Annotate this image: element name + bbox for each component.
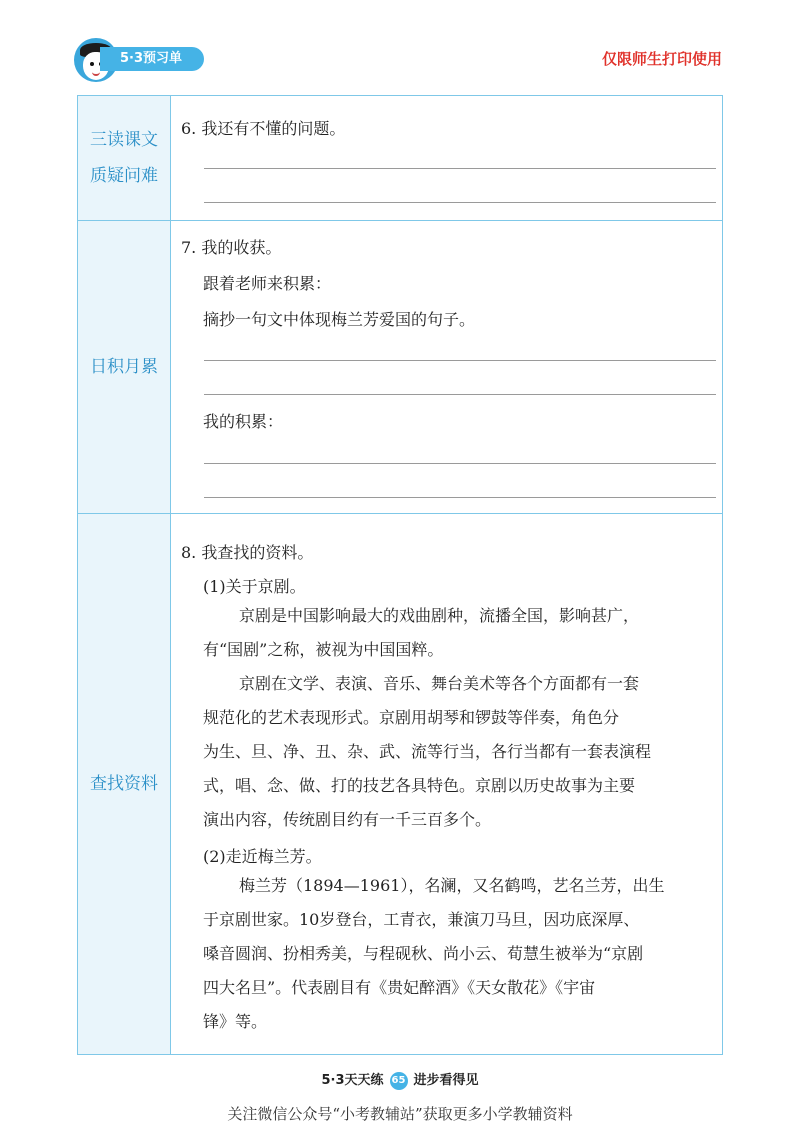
print-restriction-notice: 仅限师生打印使用: [601, 50, 722, 68]
section-content: [171, 514, 722, 1054]
series-name: 5·3天天练: [321, 1073, 384, 1088]
paragraph-line: 于京剧世家。10岁登台，工青衣，兼演刀马旦，因功底深厚、: [203, 910, 640, 929]
section-row-accumulate: [78, 221, 722, 514]
watermark-text: 关注微信公众号“小考教辅站”获取更多小学教辅资料: [227, 1105, 573, 1123]
section-label-line: 查找资料: [90, 774, 158, 794]
brand-label: 5·3预习单: [100, 47, 204, 71]
question-8: 8. 我查找的资料。: [181, 543, 314, 562]
section-label: [78, 96, 171, 220]
page-header: [0, 0, 800, 95]
paragraph-peking-opera-detail: [203, 667, 651, 837]
paragraph-line: 式，唱、念、做、打的技艺各具特色。京剧以历史故事为主要: [203, 776, 636, 795]
answer-line[interactable]: [204, 394, 716, 395]
paragraph-peking-opera-intro: [203, 599, 639, 667]
question-6: 6. 我还有不懂的问题。: [181, 119, 346, 138]
section-label-line: 日积月累: [90, 357, 158, 377]
paragraph-line: 规范化的艺术表现形式。京剧用胡琴和锣鼓等伴奏，角色分: [203, 708, 620, 727]
paragraph-line: 四大名旦”。代表剧目有《贵妃醉酒》《天女散花》《宇宙: [203, 978, 596, 997]
section-label: [78, 221, 171, 513]
answer-line[interactable]: [204, 168, 716, 169]
answer-line[interactable]: [204, 463, 716, 464]
page-footer: [0, 1069, 800, 1090]
answer-line[interactable]: [204, 497, 716, 498]
worksheet-table: [77, 95, 723, 1055]
answer-line[interactable]: [204, 202, 716, 203]
paragraph-line: 为生、旦、净、丑、杂、武、流等行当，各行当都有一套表演程: [203, 742, 652, 761]
section-row-questions: [78, 96, 722, 221]
page-number: 65: [390, 1072, 408, 1090]
prompt-follow-teacher: 跟着老师来积累：: [203, 274, 332, 293]
paragraph-line: 锋》等。: [203, 1012, 268, 1031]
section-label: [78, 514, 171, 1054]
answer-line[interactable]: [204, 360, 716, 361]
paragraph-mei-lanfang: [203, 869, 664, 1039]
section-content: [171, 221, 722, 513]
series-slogan: 进步看得见: [413, 1073, 479, 1088]
paragraph-line: 有“国剧”之称，被视为中国国粹。: [203, 640, 444, 659]
paragraph-line: 演出内容，传统剧目约有一千三百多个。: [203, 810, 492, 829]
paragraph-line: 京剧是中国影响最大的戏曲剧种，流播全国，影响甚广，: [239, 606, 640, 625]
paragraph-line: 京剧在文学、表演、音乐、舞台美术等各个方面都有一套: [239, 674, 640, 693]
prompt-my-accumulation: 我的积累：: [203, 412, 284, 431]
subsection-title-mei-lanfang: (2)走近梅兰芳。: [203, 847, 322, 866]
question-7: 7. 我的收获。: [181, 238, 282, 257]
section-label-line: 三读课文: [90, 130, 158, 150]
section-row-research: [78, 514, 722, 1054]
subsection-title-peking-opera: (1)关于京剧。: [203, 577, 306, 596]
paragraph-line: 嗓音圆润、扮相秀美，与程砚秋、尚小云、荀慧生被举为“京剧: [203, 944, 644, 963]
paragraph-line: 梅兰芳（1894—1961），名澜，又名鹤鸣，艺名兰芳，出生: [239, 876, 665, 895]
prompt-excerpt-sentence: 摘抄一句文中体现梅兰芳爱国的句子。: [203, 310, 476, 329]
section-label-line: 质疑问难: [90, 166, 158, 186]
